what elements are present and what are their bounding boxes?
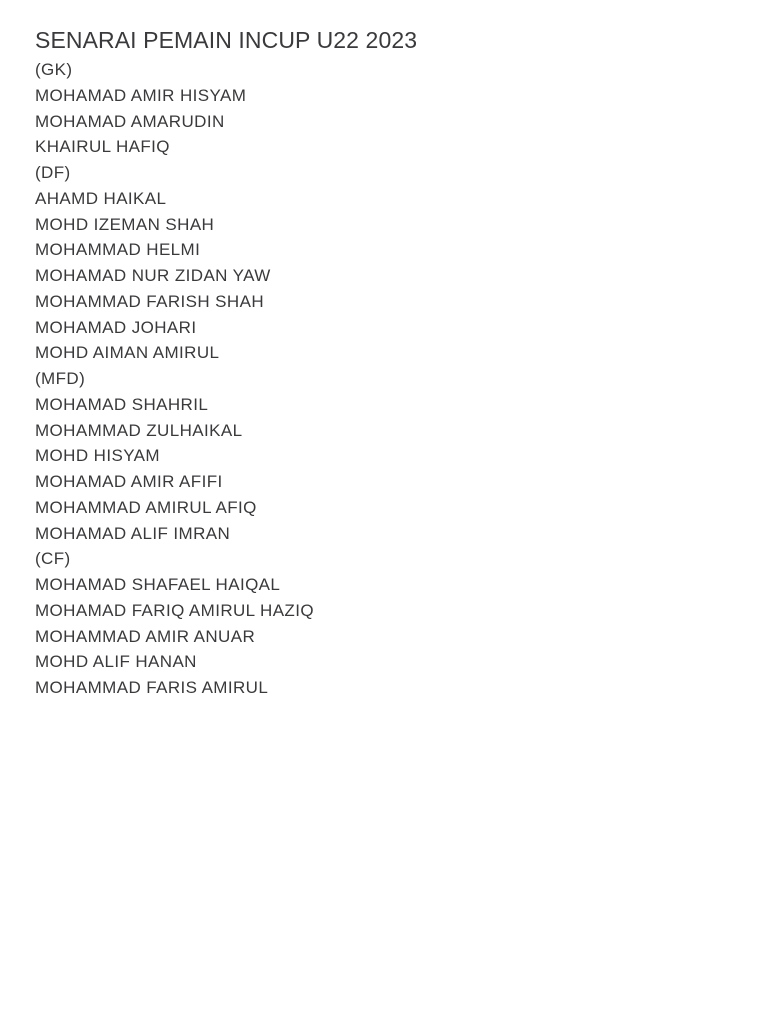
- player-name: MOHAMMAD FARISH SHAH: [35, 291, 265, 311]
- player-name: MOHAMMAD AMIRUL AFIQ: [35, 497, 257, 517]
- player-name: MOHAMMAD FARIS AMIRUL: [35, 678, 269, 697]
- player-name: MOHD ALIF HANAN: [35, 652, 197, 672]
- position-heading-cf: (CF): [35, 549, 71, 569]
- player-name: MOHAMAD NUR ZIDAN YAW: [35, 266, 271, 285]
- player-name: MOHAMAD FARIQ AMIRUL HAZIQ: [35, 600, 314, 620]
- note-document[interactable]: [35, 24, 735, 701]
- player-name: MOHAMAD SHAFAEL HAIQAL: [35, 575, 281, 594]
- player-name: MOHD AIMAN AMIRUL: [35, 343, 220, 363]
- player-name: KHAIRUL HAFIQ: [35, 137, 170, 157]
- player-name: MOHAMMAD HELMI: [35, 240, 201, 260]
- player-name: MOHAMMAD ZULHAIKAL: [35, 420, 243, 440]
- player-name: MOHAMMAD AMIR ANUAR: [35, 626, 256, 646]
- document-title: SENARAI PEMAIN INCUP U22 2023: [35, 27, 418, 53]
- position-heading-mfd: (MFD): [35, 369, 86, 388]
- player-name: MOHAMAD AMIR AFIFI: [35, 472, 223, 491]
- position-heading-gk: (GK): [35, 60, 73, 79]
- player-name: MOHAMAD JOHARI: [35, 317, 197, 337]
- player-name: MOHAMAD ALIF IMRAN: [35, 523, 231, 543]
- player-name: MOHD HISYAM: [35, 446, 160, 466]
- position-heading-df: (DF): [35, 163, 71, 182]
- player-name: AHAMD HAIKAL: [35, 188, 167, 208]
- player-name: MOHAMAD SHAHRIL: [35, 394, 209, 414]
- player-name: MOHD IZEMAN SHAH: [35, 214, 215, 234]
- player-name: MOHAMAD AMIR HISYAM: [35, 85, 247, 105]
- player-name: MOHAMAD AMARUDIN: [35, 111, 225, 131]
